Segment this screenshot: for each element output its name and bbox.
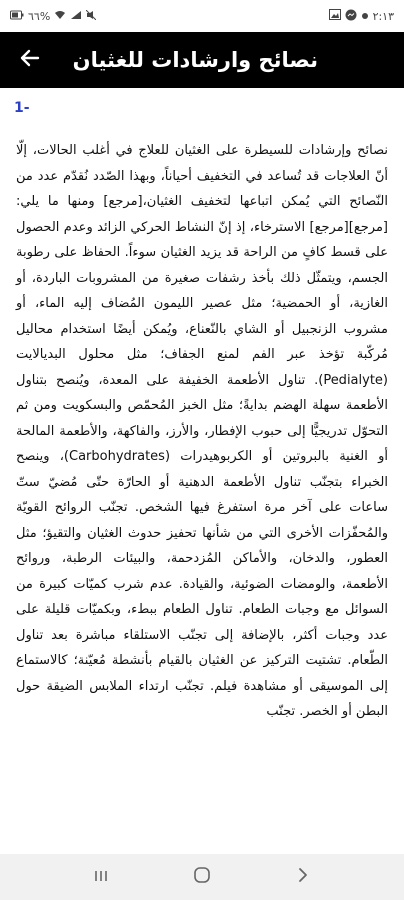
signal-icon: [70, 10, 82, 23]
status-right-icons: [329, 9, 394, 24]
article-content[interactable]: [0, 88, 404, 854]
battery-percent: ٦٦%: [28, 9, 51, 23]
status-left-icons: [10, 10, 96, 23]
mute-icon: [86, 10, 96, 23]
app-bar: [0, 32, 404, 88]
recents-icon: [93, 868, 109, 887]
home-icon: [193, 866, 211, 888]
article-body: نصائح وإرشادات للسيطرة على الغثيان للعلاج في أغلب الحالات، إلّا أنّ العلاجات قد تُساعد في التخفيف أحياناً، وبهذا الصّدد نُقدّم عدد من النّصائح التي يُمكن اتباعها لتخفيف الغثيان،[مرجع] ومنها ما يلي:[مرجع][مرجع] الاسترخاء، إذ إنّ النشاط الحركي الزائد وعدم الحصول على قسط كافٍ من الراحة قد يزيد الغثيان سوءاً. الحفاظ على رطوبة الجسم، ويتمثّل ذلك بأخذ رشفات صغيرة من المشروبات الباردة، أو الغازية، أو الحمضية؛ مثل عصير الليمون المُضاف إليه الماء، أو مشروب الزنجبيل أو الشاي بالنّعناع، ويُمكن أيضًا استخدام محاليل مُركّبة تؤخذ عبر الفم لمنع الجفاف؛ مثل محلول البديالايت (Pedialyte). تناول الأطعمة الخفيفة على المعدة، ويُنصح بتناول الأطعمة سهلة الهضم بدايةً؛ مثل الخبز المُحمّص والبسكويت ومن ثم التحوّل تدريجيًّا إلى حبوب الإفطار، والأرز، والفاكهة، والأطعمة المالحة أو الغنية بالبروتين أو الكربوهيدرات (Carbohydrates)، وينصح الخبراء بتجنّب تناول الأطعمة الدهنية أو الحارّة حتّى مُضيّ ستّ ساعات على آخر مرة استفرغ فيها الشخص. تجنّب الروائح القويّة والمُحفّزات الأخرى التي من شأنها تحفيز حدوث الغثيان والتقيؤ؛ مثل العطور، والدخان، والأماكن المُزدحمة، والبيئات الرطبة، وروائح الأطعمة، والومضات الضوئية، والقيادة. عدم شرب كميّات كبيرة من السوائل مع وجبات الطعام. تناول الطعام ببطء، وبكميّات قليلة على عدد وجبات أكثر، بالإضافة إلى تجنّب الاستلقاء مباشرة بعد تناول الطّعام. تشتيت التركيز عن الغثيان بالقيام بأنشطة مُعيّنة؛ كالاستماع إلى الموسيقى أو مشاهدة فيلم. تجنّب ارتداء الملابس الضيقة حول البطن أو الخصر. تجنّب: [16, 143, 389, 719]
home-button[interactable]: [182, 857, 222, 897]
chevron-right-icon: [297, 867, 309, 887]
battery-icon: [10, 10, 24, 23]
wifi-icon: [54, 10, 66, 23]
back-button[interactable]: [16, 46, 44, 74]
page-title: نصائح وارشادات للغثيان: [72, 48, 318, 72]
article-number: 1-: [14, 100, 30, 116]
recents-button[interactable]: [81, 857, 121, 897]
system-nav-bar: [0, 854, 404, 900]
gallery-icon: [329, 9, 341, 23]
status-time: ٢:١٣: [372, 9, 394, 23]
notification-dot-icon: [361, 10, 369, 23]
messenger-icon: [345, 9, 357, 24]
nav-back-button[interactable]: [283, 857, 323, 897]
status-bar: [0, 0, 404, 32]
arrow-back-icon: [20, 49, 40, 71]
